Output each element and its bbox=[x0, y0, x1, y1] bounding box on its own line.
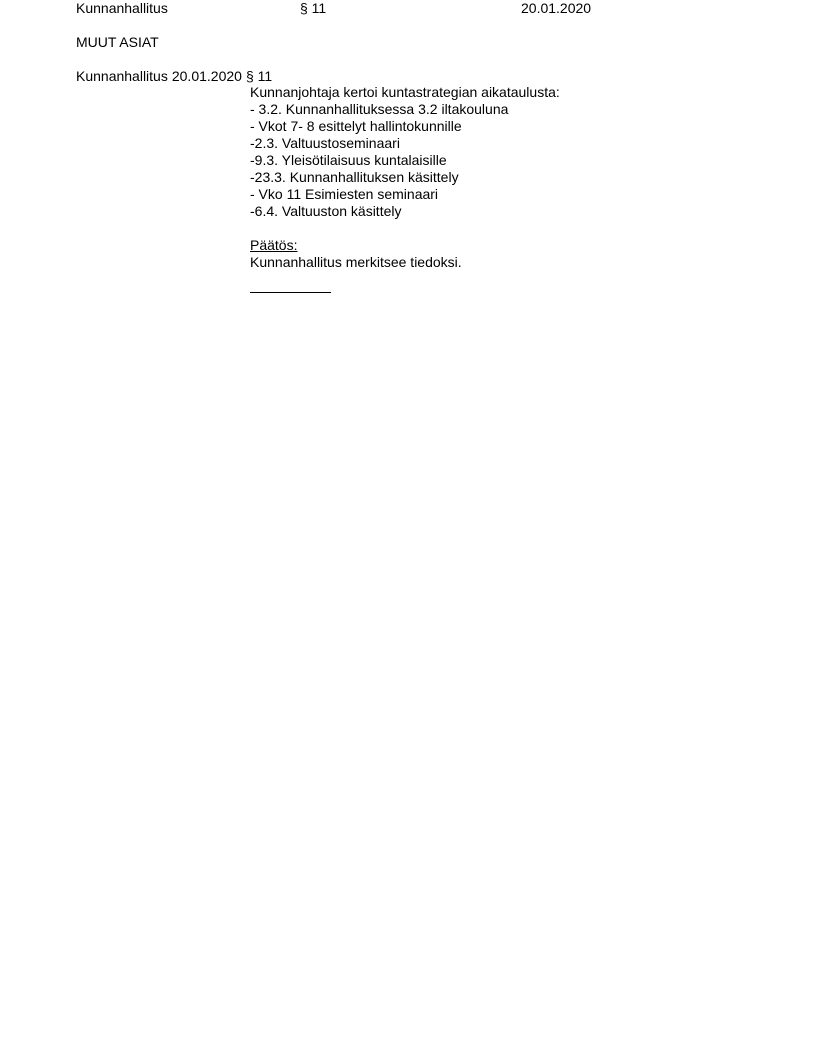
header-section-number: § 11 bbox=[300, 0, 327, 16]
reference-section: § 11 bbox=[245, 68, 273, 84]
schedule-item: - Vkot 7- 8 esittelyt hallintokunnille bbox=[250, 118, 462, 134]
paragraph-gap bbox=[250, 220, 770, 237]
intro-text: Kunnanjohtaja kertoi kuntastrategian aikataulusta: bbox=[250, 84, 560, 100]
schedule-item: -9.3. Yleisötilaisuus kuntalaisille bbox=[250, 152, 447, 168]
schedule-item: - 3.2. Kunnanhallituksessa 3.2 iltakouluna bbox=[250, 101, 509, 117]
reference-body: Kunnanhallitus bbox=[76, 68, 168, 84]
schedule-item: -2.3. Valtuustoseminaari bbox=[250, 135, 400, 151]
category-heading: MUUT ASIAT bbox=[76, 34, 159, 50]
minutes-content bbox=[250, 84, 770, 293]
end-separator-line bbox=[250, 292, 331, 293]
schedule-item: -23.3. Kunnanhallituksen käsittely bbox=[250, 169, 459, 185]
header-date: 20.01.2020 bbox=[521, 0, 592, 16]
reference-line bbox=[76, 68, 272, 84]
header-body-name: Kunnanhallitus bbox=[76, 0, 168, 16]
decision-text: Kunnanhallitus merkitsee tiedoksi. bbox=[250, 254, 462, 270]
schedule-item: - Vko 11 Esimiesten seminaari bbox=[250, 186, 439, 202]
decision-heading: Päätös: bbox=[250, 237, 298, 253]
reference-date: 20.01.2020 bbox=[171, 68, 242, 84]
schedule-item: -6.4. Valtuuston käsittely bbox=[250, 203, 402, 219]
